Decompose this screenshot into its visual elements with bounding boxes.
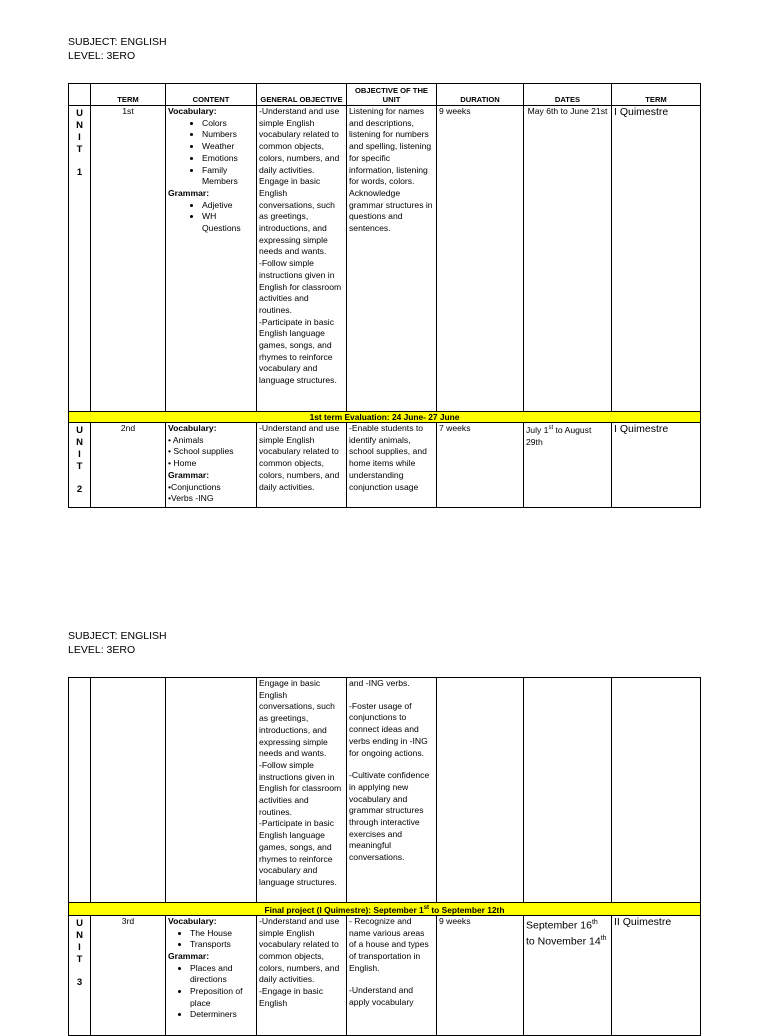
unit-1-objective: Listening for names and descriptions, listening for numbers and spelling, listening for specific information, listening for words, colors. Acknowledge grammar structures in questions and sentences.	[347, 106, 437, 412]
unit-3-term: 3rd	[91, 915, 166, 1035]
unit-1-term: 1st	[91, 106, 166, 412]
unit-2-content: Vocabulary: • Animals • School supplies • Home Grammar: •Conjunctions •Verbs -ING	[166, 423, 257, 508]
subject-label-1: SUBJECT: ENGLISH	[68, 36, 167, 48]
header-duration: DURATION	[437, 84, 524, 106]
unit-2-general-objective: -Understand and use simple English vocabulary related to common objects, colors, numbers, and daily activities.	[257, 423, 347, 508]
list-item: • Animals	[168, 434, 204, 445]
unit-1-general-objective: -Understand and use simple English vocabulary related to common objects, colors, numbers, and daily activities. Engage in basic English conversations, such as greetings, introductions, and expressing simple needs and wants. -Follow simple instructions given in English for classroom activities and routines. -Participate in basic English language games, songs, and rhymes to reinforce vocabulary and language structures.	[257, 106, 347, 412]
header-row	[69, 84, 701, 106]
list-item: • Places and directions	[190, 963, 254, 986]
list-item: • Colors	[202, 118, 254, 130]
unit-2-label: U N I T 2	[69, 423, 91, 508]
list-item: • Preposition of place	[190, 986, 254, 1009]
list-item: • Emotions	[202, 153, 254, 165]
unit-2-duration: 7 weeks	[437, 423, 524, 508]
list-item: • Home	[168, 458, 197, 469]
level-label-1: LEVEL: 3ERO	[68, 50, 136, 62]
list-item: • School supplies	[168, 446, 234, 457]
unit-3-quimestre: II Quimestre	[612, 915, 701, 1035]
unit-1-quimestre: I Quimestre	[612, 106, 701, 412]
list-item: • The House	[190, 928, 254, 940]
evaluation-row-1	[69, 412, 701, 423]
unit-1-dates: May 6th to June 21st	[524, 106, 612, 412]
unit-1-duration: 9 weeks	[437, 106, 524, 412]
unit-1-row	[69, 106, 701, 412]
header-term: TERM	[91, 84, 166, 106]
plan-table-1	[68, 83, 701, 508]
level-label-2: LEVEL: 3ERO	[68, 644, 136, 656]
list-item: • Weather	[202, 141, 254, 153]
header-content: CONTENT	[166, 84, 257, 106]
list-item: • Transports	[190, 939, 254, 951]
list-item: • Determiners	[190, 1009, 254, 1021]
subject-label-2: SUBJECT: ENGLISH	[68, 630, 167, 642]
list-item: • Family Members	[202, 165, 254, 188]
unit-2-term: 2nd	[91, 423, 166, 508]
list-item: •Conjunctions	[168, 481, 221, 492]
header-general-objective: GENERAL OBJECTIVE	[257, 84, 347, 106]
unit-2-quimestre: I Quimestre	[612, 423, 701, 508]
unit-2-row	[69, 423, 701, 508]
header-dates: DATES	[524, 84, 612, 106]
unit-2-dates: July 1st to August 29th	[524, 423, 612, 508]
unit-3-label: U N I T 3	[69, 915, 91, 1035]
unit-2-objective-cont: and -ING verbs. -Foster usage of conjunctions to connect ideas and verbs ending in -ING for ongoing actions. -Cultivate confidence in applying new vocabulary and grammar structures through interactive exercises and meaningful conversations.	[347, 678, 437, 903]
unit-3-dates: September 16th to November 14th	[524, 915, 612, 1035]
unit-1-label: U N I T 1	[69, 106, 91, 412]
unit-3-content: Vocabulary: • The House • Transports Grammar: • Places and directions • Preposition of place • Determiners	[166, 915, 257, 1035]
plan-table-2	[68, 677, 701, 1036]
header-unit	[69, 84, 91, 106]
unit-3-objective: - Recognize and name various areas of a house and types of transportation in English. -Understand and apply vocabulary	[347, 915, 437, 1035]
header-unit-objective: OBJECTIVE OF THE UNIT	[347, 84, 437, 106]
list-item: •Verbs -ING	[168, 493, 214, 504]
unit-3-row	[69, 915, 701, 1035]
list-item: • WH Questions	[202, 211, 254, 234]
evaluation-1-text: 1st term Evaluation: 24 June- 27 June	[69, 412, 701, 423]
header-quimestre: TERM	[612, 84, 701, 106]
unit-2-continued-row	[69, 678, 701, 903]
unit-2-objective: -Enable students to identify animals, school supplies, and home items while understanding conjunction usage	[347, 423, 437, 508]
unit-3-general-objective: -Understand and use simple English vocabulary related to common objects, colors, numbers, and daily activities. -Engage in basic English	[257, 915, 347, 1035]
evaluation-2-text: Final project (I Quimestre): September 1st to September 12th	[69, 903, 701, 916]
unit-1-content: Vocabulary: • Colors • Numbers • Weather • Emotions • Family Members Grammar: • Adjetive • WH Questions	[166, 106, 257, 412]
unit-3-duration: 9 weeks	[437, 915, 524, 1035]
list-item: • Numbers	[202, 129, 254, 141]
evaluation-row-2	[69, 903, 701, 916]
list-item: • Adjetive	[202, 200, 254, 212]
unit-2-general-objective-cont: Engage in basic English conversations, such as greetings, introductions, and expressing simple needs and wants. -Follow simple instructions given in English for classroom activities and routines. -Participate in basic English language games, songs, and rhymes to reinforce vocabulary and language structures.	[257, 678, 347, 903]
